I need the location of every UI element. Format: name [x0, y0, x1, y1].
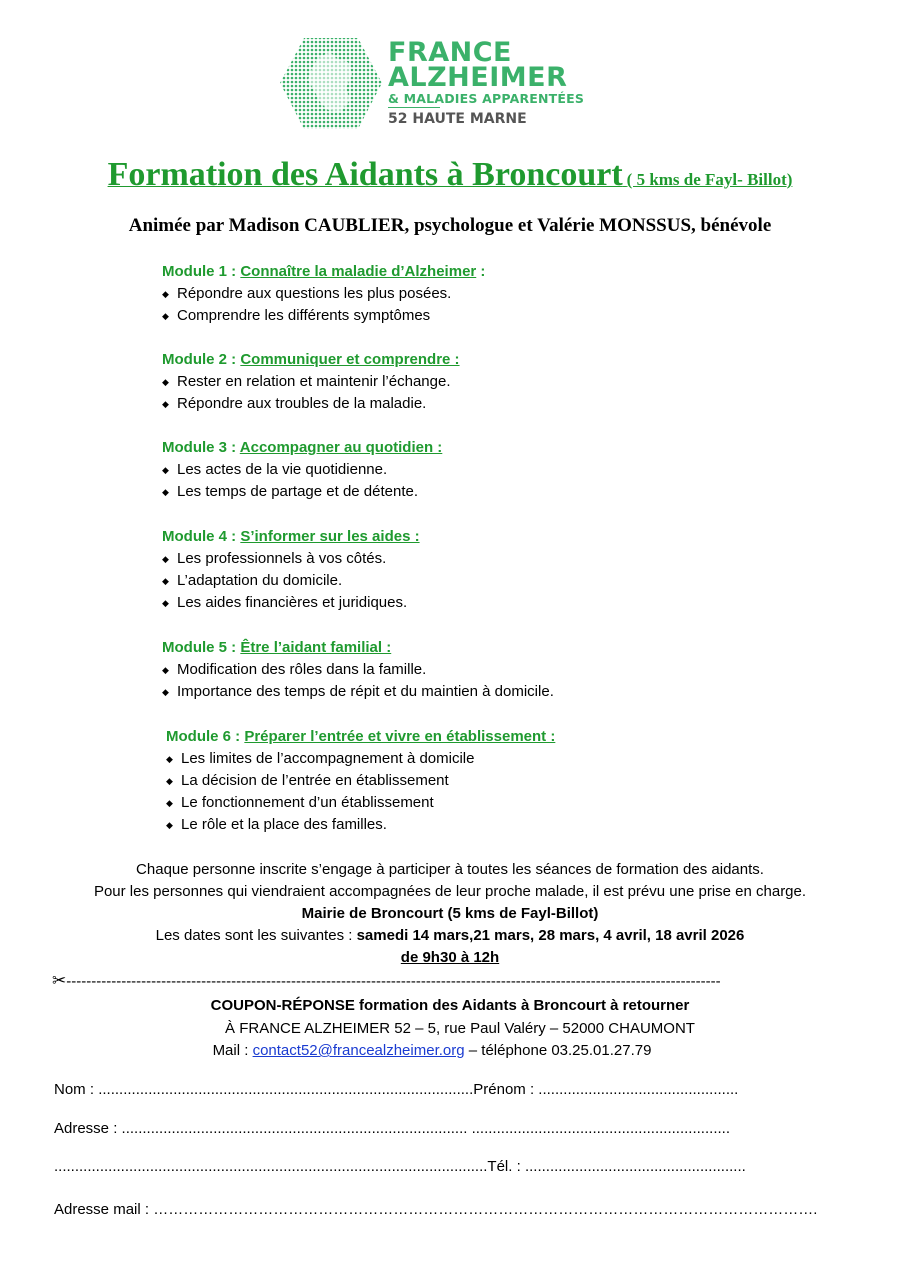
coupon-contact: Mail : contact52@francealzheimer.org – téléphone 03.25.01.27.79 — [212, 1042, 652, 1059]
diamond-bullet-icon: ◆ — [162, 311, 169, 321]
module-4 — [162, 526, 420, 614]
form-row-name: Nom : ..........................................................................................Prénom : ................................................ — [54, 1081, 739, 1098]
module-5 — [162, 637, 554, 703]
list-item: ◆ Modification des rôles dans la famille. — [162, 659, 554, 681]
form-row-address: Adresse : ................................................................................... .............................................................. — [54, 1120, 730, 1137]
module-heading: Module 6 : Préparer l’entrée et vivre en établissement : — [166, 728, 556, 745]
list-item: ◆ Répondre aux troubles de la maladie. — [162, 393, 460, 415]
list-item: ◆ Les actes de la vie quotidienne. — [162, 459, 442, 481]
module-heading: Module 3 : Accompagner au quotidien : — [162, 439, 443, 456]
diamond-bullet-icon: ◆ — [162, 487, 169, 497]
diamond-bullet-icon: ◆ — [166, 776, 173, 786]
nom-field[interactable]: .......................................................................................... — [98, 1081, 474, 1098]
module-3 — [162, 437, 442, 503]
list-item: ◆ Les temps de partage et de détente. — [162, 481, 442, 503]
module-heading: Module 2 : Communiquer et comprendre : — [162, 351, 460, 368]
diamond-bullet-icon: ◆ — [162, 576, 169, 586]
title-note: ( 5 kms de Fayl- Billot) — [626, 170, 793, 189]
adresse-line2-field[interactable]: ........................................................................................................ — [54, 1158, 488, 1175]
title-main: Formation des Aidants à Broncourt — [107, 156, 623, 193]
adresse-field[interactable]: ................................................................................... .............................................................. — [121, 1120, 730, 1137]
diamond-bullet-icon: ◆ — [162, 465, 169, 475]
diamond-bullet-icon: ◆ — [162, 289, 169, 299]
diamond-bullet-icon: ◆ — [162, 554, 169, 564]
module-1 — [162, 261, 485, 327]
list-item: ◆ Le fonctionnement d’un établissement — [166, 792, 555, 814]
list-item: ◆ Les professionnels à vos côtés. — [162, 548, 420, 570]
list-item: ◆ Répondre aux questions les plus posées. — [162, 283, 485, 305]
logo-france: FRANCE — [388, 37, 512, 68]
logo-region: 52 HAUTE MARNE — [388, 111, 527, 127]
list-item: ◆ Rester en relation et maintenir l’échange. — [162, 371, 460, 393]
logo-rule — [388, 107, 440, 108]
diamond-bullet-icon: ◆ — [162, 377, 169, 387]
page-title — [0, 156, 900, 194]
list-item: ◆ L’adaptation du domicile. — [162, 570, 420, 592]
tel-field[interactable]: ..................................................... — [524, 1158, 746, 1175]
diamond-bullet-icon: ◆ — [162, 665, 169, 675]
module-6 — [166, 726, 555, 836]
coupon-title: COUPON-RÉPONSE formation des Aidants à Broncourt à retourner — [210, 997, 690, 1014]
list-item: ◆ La décision de l’entrée en établissement — [166, 770, 555, 792]
list-item: ◆ Les aides financières et juridiques. — [162, 592, 420, 614]
list-item: ◆ Comprendre les différents symptômes — [162, 305, 485, 327]
module-heading: Module 1 : Connaître la maladie d’Alzheimer : — [162, 263, 486, 280]
logo — [278, 36, 628, 131]
diamond-bullet-icon: ◆ — [166, 754, 173, 764]
diamond-bullet-icon: ◆ — [162, 598, 169, 608]
info-care: Pour les personnes qui viendraient accompagnées de leur proche malade, il est prévu une prise en charge. — [93, 883, 807, 900]
logo-tagline: & MALADIES APPARENTÉES — [388, 91, 585, 106]
subtitle: Animée par Madison CAUBLIER, psychologue et Valérie MONSSUS, bénévole — [128, 215, 772, 236]
info-commitment: Chaque personne inscrite s’engage à participer à toutes les séances de formation des aidants. — [136, 861, 764, 878]
form-row-tel: ........................................................................................................Tél. : ..................................................... — [54, 1158, 746, 1175]
dashed-line: ----------------------------------------------------------------------------------------------------------------------------------- — [66, 973, 721, 990]
email-link[interactable]: contact52@francealzheimer.org — [252, 1042, 465, 1059]
diamond-bullet-icon: ◆ — [162, 399, 169, 409]
info-hours: de 9h30 à 12h — [400, 949, 500, 966]
list-item: ◆ Les limites de l’accompagnement à domicile — [166, 748, 555, 770]
prenom-field[interactable]: ................................................ — [538, 1081, 739, 1098]
list-item: ◆ Importance des temps de répit et du maintien à domicile. — [162, 681, 554, 703]
diamond-bullet-icon: ◆ — [166, 820, 173, 830]
scissors-icon: ✂ — [52, 971, 67, 990]
cut-line — [52, 970, 844, 992]
diamond-bullet-icon: ◆ — [162, 687, 169, 697]
email-field[interactable]: ……………………………………………………………………………………………………………………. — [153, 1201, 818, 1218]
info-place: Mairie de Broncourt (5 kms de Fayl-Billot) — [301, 905, 599, 922]
info-dates: Les dates sont les suivantes : samedi 14 mars,21 mars, 28 mars, 4 avril, 18 avril 2026 — [155, 927, 745, 944]
hexagon-map-icon — [278, 36, 384, 131]
module-heading: Module 4 : S’informer sur les aides : — [162, 528, 420, 545]
form-row-email: Adresse mail : ……………………………………………………………………………………………………………………. — [54, 1201, 818, 1218]
logo-alzheimer: ALZHEIMER — [388, 62, 568, 93]
diamond-bullet-icon: ◆ — [166, 798, 173, 808]
list-item: ◆ Le rôle et la place des familles. — [166, 814, 555, 836]
module-heading: Module 5 : Être l’aidant familial : — [162, 639, 392, 656]
coupon-address: À FRANCE ALZHEIMER 52 – 5, rue Paul Valéry – 52000 CHAUMONT — [225, 1020, 695, 1037]
module-2 — [162, 349, 460, 415]
